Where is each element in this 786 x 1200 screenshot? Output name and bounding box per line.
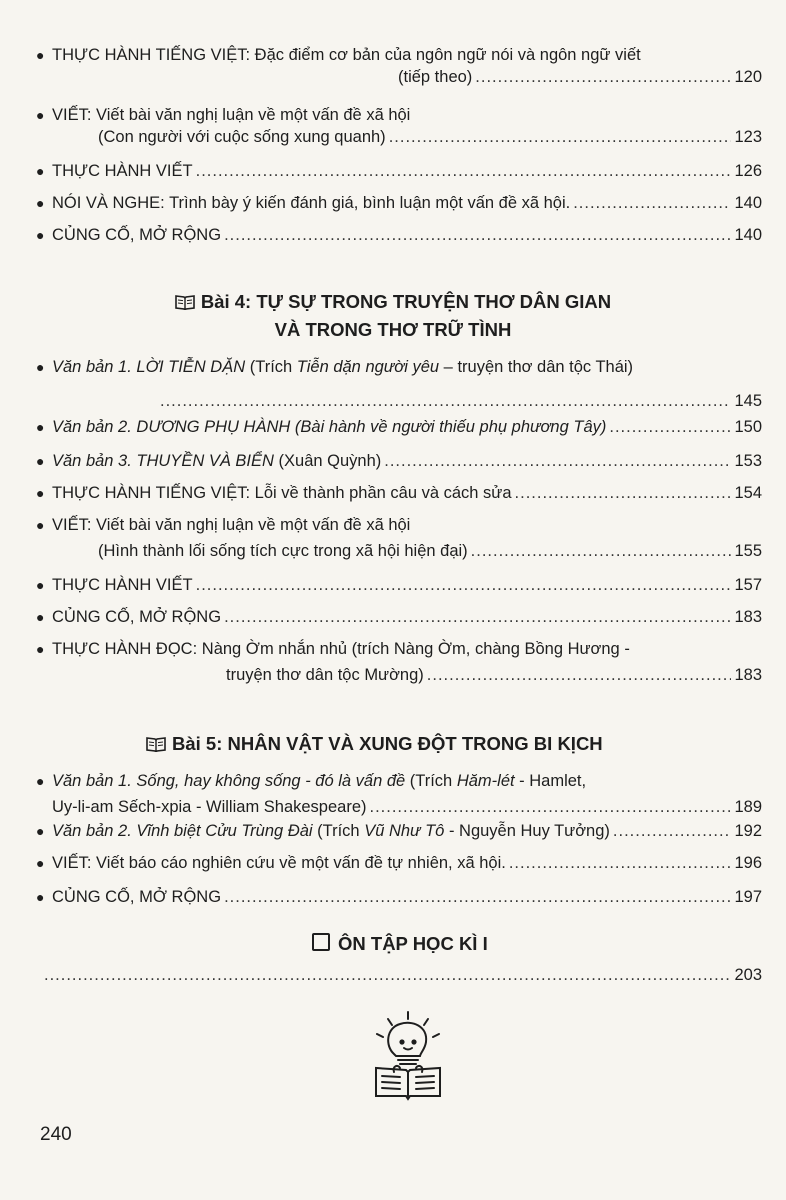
bullet-icon: ●: [36, 577, 45, 593]
page-ref: 203: [734, 966, 762, 984]
bullet-icon: ●: [36, 485, 45, 501]
lesson4-subtitle: VÀ TRONG THƠ TRỮ TÌNH: [274, 319, 512, 340]
lesson4-title: Bài 4: TỰ SỰ TRONG TRUYỆN THƠ DÂN GIAN: [0, 290, 786, 314]
square-icon: [312, 933, 330, 951]
toc-entry-l4-7: ● CỦNG CỐ, MỞ RỘNG ..... 183: [36, 606, 762, 628]
toc-entry-review: [36, 964, 762, 986]
toc-entry-s3-1: ● THỰC HÀNH TIẾNG VIỆT: Đặc điểm cơ bản của ngôn ngữ nói và ngôn ngữ viết (tiếp theo) ..... 120: [36, 44, 762, 88]
page-number: 240: [40, 1124, 72, 1145]
lesson5-title: Bài 5: NHÂN VẬT VÀ XUNG ĐỘT TRONG BI KỊCH: [146, 732, 603, 756]
bullet-icon: ●: [36, 107, 45, 123]
page-ref: 140: [734, 226, 762, 244]
bullet-icon: ●: [36, 609, 45, 625]
bullet-icon: ●: [36, 773, 45, 789]
toc-entry-s3-4: ● NÓI VÀ NGHE: Trình bày ý kiến đánh giá, bình luận một vấn đề xã hội. ..... 140: [36, 192, 762, 214]
page-ref: 145: [734, 392, 762, 410]
toc-entry-l4-4: ● THỰC HÀNH TIẾNG VIỆT: Lỗi về thành phần câu và cách sửa ..... 154: [36, 482, 762, 504]
toc-entry-l4-1: ● Văn bản 1. LỜI TIỄN DẶN (Trích Tiễn dặn người yêu – truyện thơ dân tộc Thái) ..... 145: [36, 356, 762, 378]
page-ref: 196: [734, 854, 762, 872]
toc-entry-s3-5: ● CỦNG CỐ, MỞ RỘNG ..... 140: [36, 224, 762, 246]
bullet-icon: ●: [36, 195, 45, 211]
toc-entry-l4-5: ● VIẾT: Viết bài văn nghị luận về một vấn đề xã hội (Hình thành lối sống tích cực trong xã hội hiện đại) ..... 155: [36, 514, 762, 562]
bullet-icon: ●: [36, 641, 45, 657]
page-ref: 183: [734, 666, 762, 684]
page-ref: 155: [734, 542, 762, 560]
review-title: ÔN TẬP HỌC KÌ I: [312, 932, 488, 956]
toc-entry-l4-6: ● THỰC HÀNH VIẾT ..... 157: [36, 574, 762, 596]
open-book-icon: [175, 294, 195, 310]
bullet-icon: ●: [36, 517, 45, 533]
toc-entry-l5-3: ● VIẾT: Viết báo cáo nghiên cứu về một vấn đề tự nhiên, xã hội. ..... 196: [36, 852, 762, 874]
page-ref: 183: [734, 608, 762, 626]
page-ref: 150: [734, 418, 762, 436]
bullet-icon: ●: [36, 359, 45, 375]
bullet-icon: ●: [36, 419, 45, 435]
page-ref: 189: [734, 798, 762, 816]
bullet-icon: ●: [36, 163, 45, 179]
bullet-icon: ●: [36, 453, 45, 469]
page-ref: 197: [734, 888, 762, 906]
toc-entry-l5-4: ● CỦNG CỐ, MỞ RỘNG ..... 197: [36, 886, 762, 908]
toc-entry-l4-3: ● Văn bản 3. THUYỀN VÀ BIỂN (Xuân Quỳnh) ..... 153: [36, 450, 762, 472]
open-book-icon: [146, 736, 166, 752]
toc-entry-l5-1: ● Văn bản 1. Sống, hay không sống - đó là vấn đề (Trích Hăm-lét - Hamlet, Uy-li-am Sếch-xpia - William Shakespeare) ..... 189: [36, 770, 762, 818]
page-ref: 120: [734, 68, 762, 86]
page-ref: 192: [734, 822, 762, 840]
bullet-icon: ●: [36, 855, 45, 871]
page-ref: 153: [734, 452, 762, 470]
toc-entry-l5-2: ● Văn bản 2. Vĩnh biệt Cửu Trùng Đài (Trích Vũ Như Tô - Nguyễn Huy Tưởng) ..... 192: [36, 820, 762, 842]
toc-entry-l4-2: ● Văn bản 2. DƯƠNG PHỤ HÀNH (Bài hành về người thiếu phụ phương Tây) ..... 150: [36, 416, 762, 438]
lightbulb-book-icon: [368, 1010, 448, 1102]
bullet-icon: ●: [36, 47, 45, 63]
toc-entry-l4-8: ● THỰC HÀNH ĐỌC: Nàng Ờm nhắn nhủ (trích Nàng Ờm, chàng Bồng Hương - truyện thơ dân tộc Mường) ..... 183: [36, 638, 762, 686]
page-ref: 157: [734, 576, 762, 594]
bullet-icon: ●: [36, 227, 45, 243]
page-ref: 154: [734, 484, 762, 502]
bullet-icon: ●: [36, 889, 45, 905]
page-ref: 140: [734, 194, 762, 212]
page-ref: 123: [734, 128, 762, 146]
toc-entry-s3-3: ● THỰC HÀNH VIẾT ..... 126: [36, 160, 762, 182]
page-ref: 126: [734, 162, 762, 180]
toc-entry-s3-2: ● VIẾT: Viết bài văn nghị luận về một vấn đề xã hội (Con người với cuộc sống xung quanh) ..... 123: [36, 104, 762, 148]
bullet-icon: ●: [36, 823, 45, 839]
